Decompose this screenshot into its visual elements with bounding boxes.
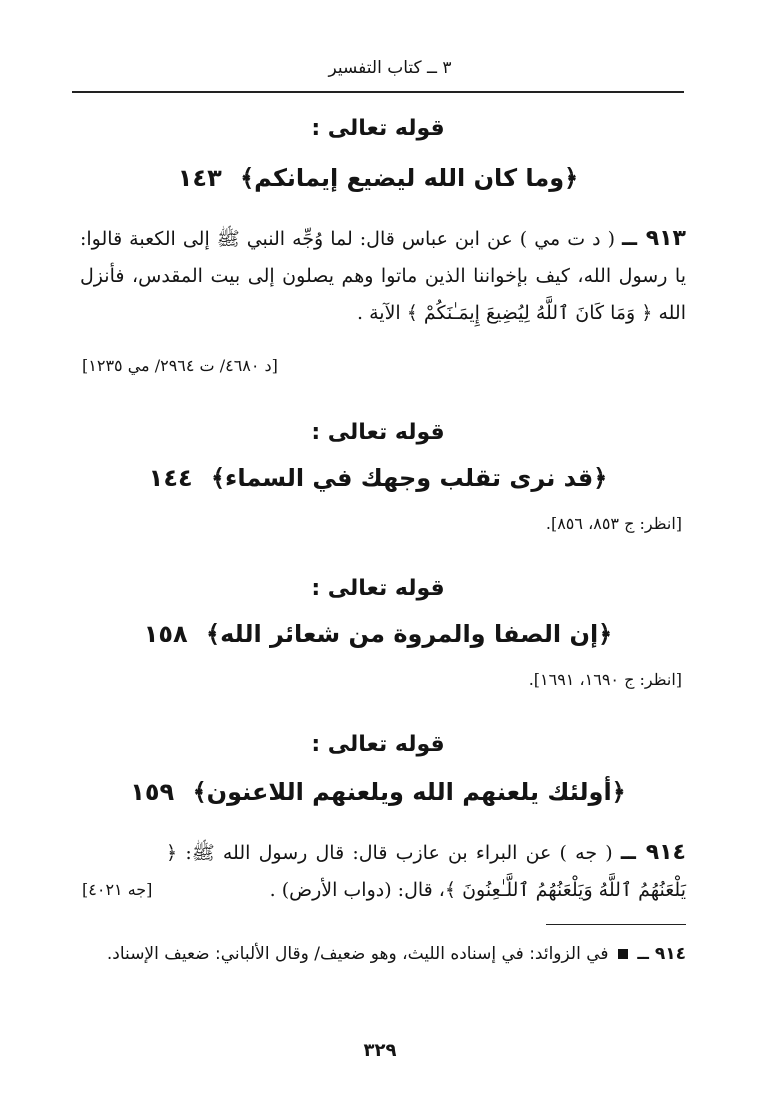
verse-text: ﴿وما كان الله ليضيع إيمانكم﴾ — [240, 164, 579, 192]
footnote-text: في الزوائد: في إسناده الليث، وهو ضعيف/ وقال الألباني: ضعيف الإسناد. — [106, 944, 609, 964]
hadith-913 — [80, 220, 686, 332]
verse-144 — [72, 464, 684, 492]
page-number: ٣٢٩ — [363, 1040, 397, 1061]
hadith-text: ( د ت مي ) عن ابن عباس قال: لما وُجِّه النبي ﷺ إلى الكعبة قالوا: يا رسول الله، كيف بإخواننا الذين ماتوا وهم يصلون إلى بيت المقدس، فأنزل الله ﴿ وَمَا كَانَ ٱللَّهُ لِيُضِيعَ إِيمَـٰنَكُمْ ﴾ الآية . — [80, 228, 686, 324]
hadith-number: ٩١٣ ــ — [622, 226, 686, 251]
verse-159 — [72, 778, 684, 806]
verse-number: ١٤٣ — [177, 164, 222, 192]
hadith-914 — [166, 834, 686, 909]
section-heading-158: قوله تعالى : — [311, 576, 445, 601]
footnote-914 — [80, 938, 686, 970]
verse-158 — [72, 620, 684, 648]
hadith-913-reference: [د ٤٦٨٠/ ت ٢٩٦٤/ مي ١٢٣٥] — [82, 356, 278, 375]
verse-143 — [72, 164, 684, 192]
footnote-rule — [546, 924, 686, 925]
reference-158: [انظر: ج ١٦٩٠، ١٦٩١]. — [528, 670, 682, 689]
footnote-number: ٩١٤ ــ — [637, 944, 686, 964]
black-square-icon — [618, 949, 628, 959]
verse-text: ﴿إن الصفا والمروة من شعائر الله﴾ — [206, 620, 613, 648]
verse-number: ١٥٩ — [130, 778, 175, 806]
hadith-number: ٩١٤ ــ — [620, 840, 686, 865]
section-heading-159: قوله تعالى : — [311, 732, 445, 757]
running-title: ٣ ــ كتاب التفسير — [328, 58, 452, 78]
hadith-914-reference: [جه ٤٠٢١] — [82, 880, 153, 899]
reference-144: [انظر: ج ٨٥٣، ٨٥٦]. — [545, 514, 682, 533]
section-heading-144: قوله تعالى : — [311, 420, 445, 445]
verse-number: ١٤٤ — [148, 464, 193, 492]
section-heading-143: قوله تعالى : — [311, 116, 445, 141]
verse-text: ﴿قد نرى تقلب وجهك في السماء﴾ — [210, 464, 608, 492]
verse-number: ١٥٨ — [143, 620, 188, 648]
verse-text: ﴿أولئك يلعنهم الله ويلعنهم اللاعنون﴾ — [192, 778, 626, 806]
header-rule — [72, 91, 684, 93]
hadith-text: ( جه ) عن البراء بن عازب قال: قال رسول الله ﷺ: ﴿ يَلْعَنُهُمُ ٱللَّهُ وَيَلْعَنُهُمُ ٱللَّـٰعِنُونَ ﴾، قال: (دواب الأرض) . — [166, 842, 686, 901]
